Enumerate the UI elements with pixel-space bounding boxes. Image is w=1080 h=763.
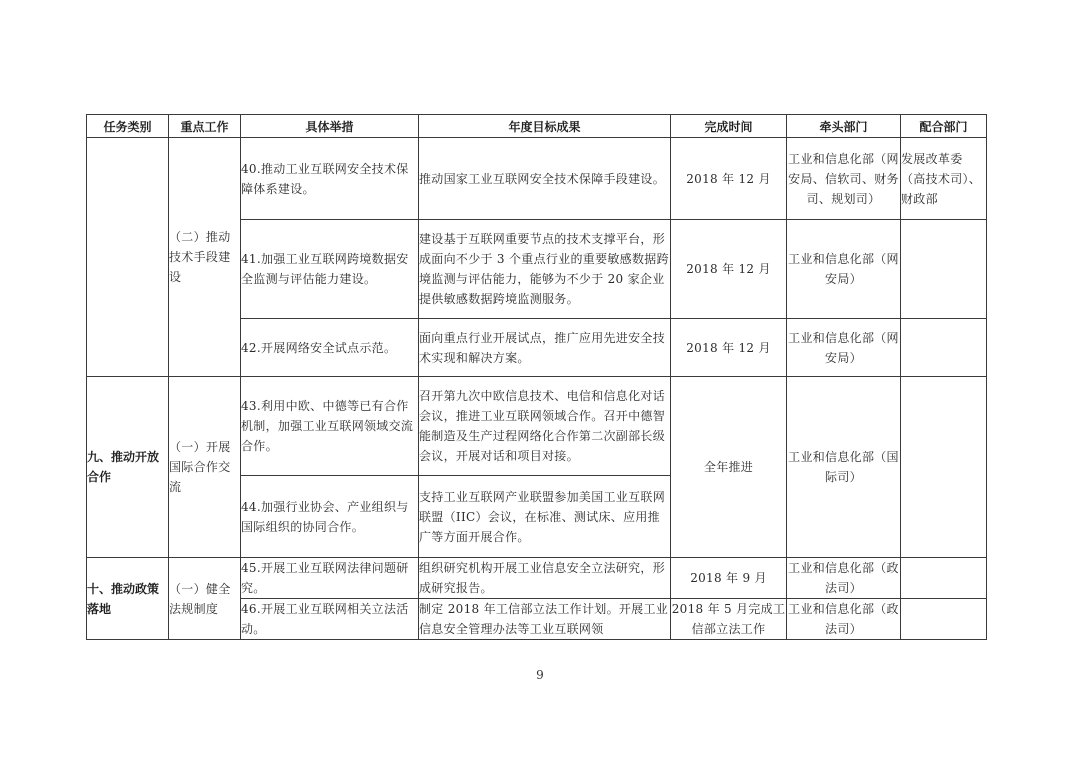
goal-cell: 制定 2018 年工信部立法工作计划。开展工业信息安全管理办法等工业互联网领 <box>419 599 671 640</box>
measure-cell: 41.加强工业互联网跨境数据安全监测与评估能力建设。 <box>241 220 419 319</box>
table-row <box>87 377 987 476</box>
measure-cell: 42.开展网络安全试点示范。 <box>241 319 419 377</box>
header-key-work: 重点工作 <box>169 115 241 138</box>
task-category-cell <box>87 138 169 377</box>
key-work-cell: （一）健全法规制度 <box>169 558 241 640</box>
goal-cell: 建设基于互联网重要节点的技术支撑平台，形成面向不少于 3 个重点行业的重要敏感数据跨境监测与评估能力，能够为不少于 20 家企业提供敏感数据跨境监测服务。 <box>419 220 671 319</box>
time-cell: 2018 年 5 月完成工信部立法工作 <box>671 599 787 640</box>
measure-cell: 44.加强行业协会、产业组织与国际组织的协同合作。 <box>241 476 419 558</box>
header-completion-time: 完成时间 <box>671 115 787 138</box>
lead-department-cell: 工业和信息化部（政法司） <box>787 599 901 640</box>
lead-department-cell: 工业和信息化部（网安局、信软司、财务司、规划司） <box>787 138 901 220</box>
goal-cell: 推动国家工业互联网安全技术保障手段建设。 <box>419 138 671 220</box>
lead-department-cell: 工业和信息化部（国际司） <box>787 377 901 558</box>
measure-cell: 43.利用中欧、中德等已有合作机制，加强工业互联网领域交流合作。 <box>241 377 419 476</box>
header-row <box>87 115 987 138</box>
header-annual-goals: 年度目标成果 <box>419 115 671 138</box>
header-supporting-department: 配合部门 <box>901 115 987 138</box>
measure-cell: 45.开展工业互联网法律问题研究。 <box>241 558 419 599</box>
table-row <box>87 558 987 599</box>
page-number: 9 <box>536 668 544 682</box>
supporting-department-cell <box>901 377 987 558</box>
measure-cell: 46.开展工业互联网相关立法活动。 <box>241 599 419 640</box>
goal-cell: 召开第九次中欧信息技术、电信和信息化对话会议，推进工业互联网领域合作。召开中德智能制造及生产过程网络化合作第二次副部长级会议，开展对话和项目对接。 <box>419 377 671 476</box>
supporting-department-cell: 发展改革委（高技术司）、财政部 <box>901 138 987 220</box>
supporting-department-cell <box>901 319 987 377</box>
lead-department-cell: 工业和信息化部（网安局） <box>787 319 901 377</box>
time-cell: 2018 年 12 月 <box>671 220 787 319</box>
key-work-cell: （一）开展国际合作交流 <box>169 377 241 558</box>
supporting-department-cell <box>901 220 987 319</box>
header-specific-measures: 具体举措 <box>241 115 419 138</box>
measure-cell: 40.推动工业互联网安全技术保障体系建设。 <box>241 138 419 220</box>
task-category-cell: 九、推动开放合作 <box>87 377 169 558</box>
time-cell: 全年推进 <box>671 377 787 558</box>
lead-department-cell: 工业和信息化部（政法司） <box>787 558 901 599</box>
supporting-department-cell <box>901 558 987 599</box>
lead-department-cell: 工业和信息化部（网安局） <box>787 220 901 319</box>
task-table <box>86 114 987 640</box>
time-cell: 2018 年 12 月 <box>671 319 787 377</box>
goal-cell: 支持工业互联网产业联盟参加美国工业互联网联盟（IIC）会议，在标准、测试床、应用推广等方面开展合作。 <box>419 476 671 558</box>
goal-cell: 组织研究机构开展工业信息安全立法研究，形成研究报告。 <box>419 558 671 599</box>
header-task-category: 任务类别 <box>87 115 169 138</box>
key-work-cell: （二）推动技术手段建设 <box>169 138 241 377</box>
table-row <box>87 138 987 220</box>
time-cell: 2018 年 12 月 <box>671 138 787 220</box>
supporting-department-cell <box>901 599 987 640</box>
time-cell: 2018 年 9 月 <box>671 558 787 599</box>
task-category-cell: 十、推动政策落地 <box>87 558 169 640</box>
goal-cell: 面向重点行业开展试点，推广应用先进安全技术实现和解决方案。 <box>419 319 671 377</box>
header-lead-department: 牵头部门 <box>787 115 901 138</box>
